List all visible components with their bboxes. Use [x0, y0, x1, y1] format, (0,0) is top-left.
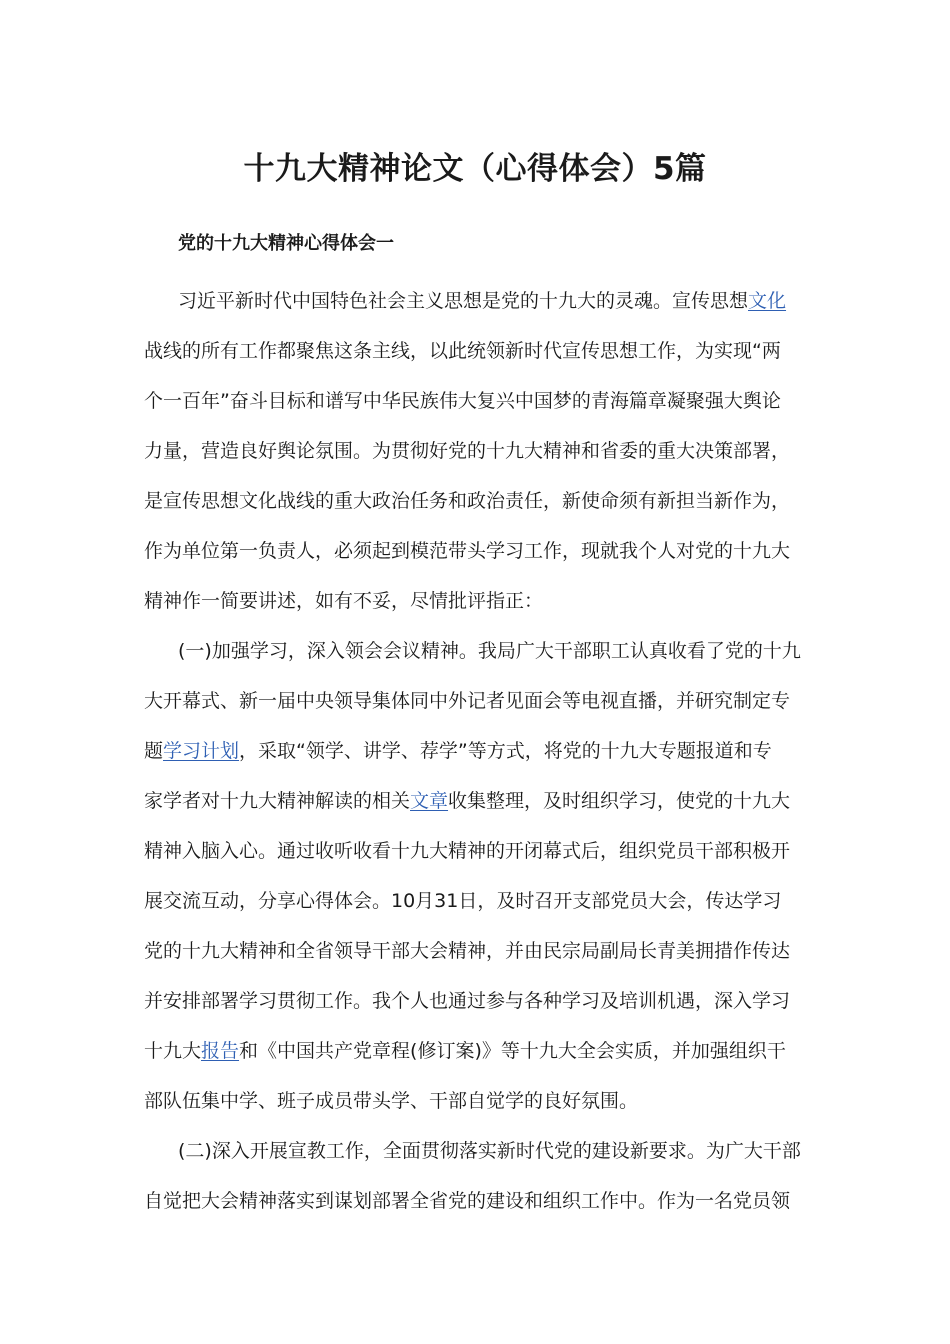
text-run: 个一百年”奋斗目标和谱写中华民族伟大复兴中国梦的青海篇章凝聚强大舆论 [144, 390, 781, 412]
paragraph-line [144, 1026, 808, 1076]
inline-link[interactable]: 文化 [748, 290, 787, 312]
paragraph-line [144, 626, 808, 676]
text-run: 精神入脑入心。通过收听收看十九大精神的开闭幕式后，组织党员干部积极开 [144, 840, 791, 862]
text-run: 习近平新时代中国特色社会主义思想是党的十九大的灵魂。宣传思想 [178, 290, 749, 312]
paragraph-line [144, 576, 808, 626]
text-run: 收集整理，及时组织学习，使党的十九大 [448, 790, 791, 812]
text-run: 十九大 [144, 1040, 202, 1062]
text-run: 党的十九大精神和全省领导干部大会精神，并由民宗局副局长青美拥措作传达 [144, 940, 791, 962]
paragraph-line [144, 1076, 808, 1126]
text-run: 题 [144, 740, 164, 762]
text-run: 是宣传思想文化战线的重大政治任务和政治责任，新使命须有新担当新作为， [144, 490, 791, 512]
text-run: 大开幕式、新一届中央领导集体同中外记者见面会等电视直播，并研究制定专 [144, 690, 791, 712]
text-run: (一)加强学习，深入领会会议精神。我局广大干部职工认真收看了党的十九 [178, 640, 801, 662]
paragraph-line [144, 976, 808, 1026]
document-title: 十九大精神论文（心得体会）5篇 [243, 151, 707, 187]
paragraph [144, 276, 808, 626]
paragraph-line [144, 376, 808, 426]
inline-link[interactable]: 报告 [201, 1040, 240, 1062]
text-run: 家学者对十九大精神解读的相关 [144, 790, 411, 812]
paragraph-line [144, 1126, 808, 1176]
paragraph-line [144, 1176, 808, 1226]
text-run: 展交流互动，分享心得体会。10月31日，及时召开支部党员大会，传达学习 [144, 890, 782, 912]
text-run: 部队伍集中学、班子成员带头学、干部自觉学的良好氛围。 [144, 1090, 639, 1112]
paragraph-line [144, 726, 808, 776]
inline-link[interactable]: 文章 [410, 790, 449, 812]
paragraph-line [144, 476, 808, 526]
text-run: 战线的所有工作都聚焦这条主线，以此统领新时代宣传思想工作，为实现“两 [144, 340, 781, 362]
section-heading: 党的十九大精神心得体会一 [178, 233, 394, 254]
paragraph-line [144, 526, 808, 576]
paragraph-line [144, 926, 808, 976]
paragraph-line [144, 676, 808, 726]
text-run: ，采取“领学、讲学、荐学”等方式，将党的十九大专题报道和专 [239, 740, 772, 762]
text-run: 自觉把大会精神落实到谋划部署全省党的建设和组织工作中。作为一名党员领 [144, 1190, 791, 1212]
text-run: 并安排部署学习贯彻工作。我个人也通过参与各种学习及培训机遇，深入学习 [144, 990, 791, 1012]
text-run: 精神作一简要讲述，如有不妥，尽情批评指正： [144, 590, 544, 612]
paragraph-line [144, 876, 808, 926]
paragraph-line [144, 326, 808, 376]
text-run: 和《中国共产党章程(修订案)》等十九大全会实质，并加强组织干 [239, 1040, 786, 1062]
document-body [144, 276, 808, 1226]
paragraph-line [144, 276, 808, 326]
paragraph [144, 626, 808, 1126]
paragraph-line [144, 826, 808, 876]
paragraph-line [144, 776, 808, 826]
paragraph [144, 1126, 808, 1226]
inline-link[interactable]: 学习计划 [163, 740, 240, 762]
paragraph-line [144, 426, 808, 476]
text-run: 作为单位第一负责人，必须起到模范带头学习工作，现就我个人对党的十九大 [144, 540, 791, 562]
text-run: 力量，营造良好舆论氛围。为贯彻好党的十九大精神和省委的重大决策部署， [144, 440, 791, 462]
text-run: (二)深入开展宣教工作，全面贯彻落实新时代党的建设新要求。为广大干部 [178, 1140, 801, 1162]
